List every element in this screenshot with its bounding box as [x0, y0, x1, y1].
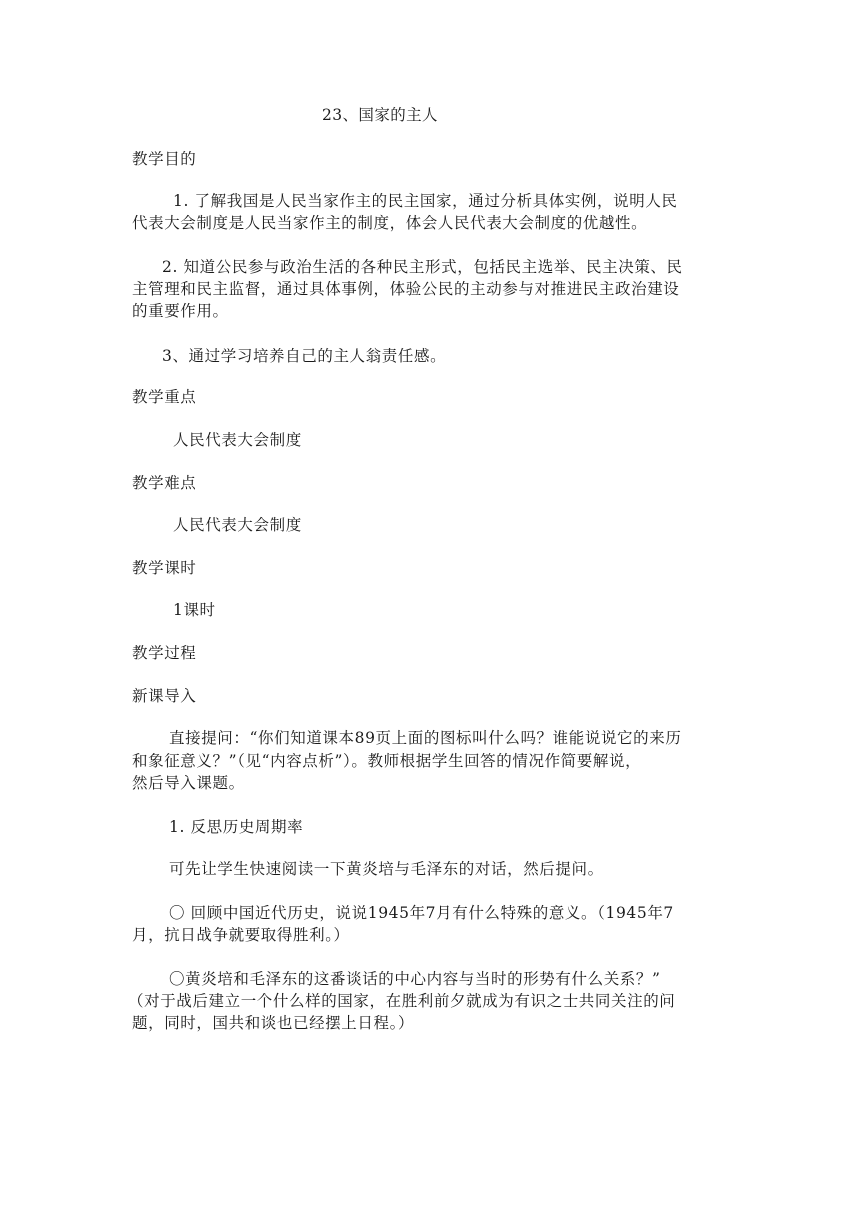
section-1-text: 可先让学生快速阅读一下黄炎培与毛泽东的对话，然后提问。 — [169, 860, 604, 878]
class-hours-text: 1课时 — [173, 601, 216, 619]
heading-difficulty: 教学难点 — [132, 474, 197, 492]
intro-line-1: 直接提问：“你们知道课本89页上面的图标叫什么吗？谁能说说它的来历 — [169, 729, 682, 747]
question-1-line-2: 月，抗日战争就要取得胜利。） — [132, 926, 350, 944]
heading-objectives: 教学目的 — [132, 150, 197, 168]
objective-2-line-3: 的重要作用。 — [132, 302, 229, 320]
question-2-line-1: 〇黄炎培和毛泽东的这番谈话的中心内容与当时的形势有什么关系？” — [169, 970, 661, 988]
difficulty-text: 人民代表大会制度 — [173, 516, 302, 534]
objective-2-line-1: 2. 知道公民参与政治生活的各种民主形式，包括民主选举、民主决策、民 — [162, 258, 683, 276]
page-title: 23、国家的主人 — [322, 106, 438, 124]
heading-process: 教学过程 — [132, 644, 197, 662]
key-point-text: 人民代表大会制度 — [173, 431, 302, 449]
heading-intro: 新课导入 — [132, 687, 197, 705]
objective-1-line-1: 1. 了解我国是人民当家作主的民主国家，通过分析具体实例，说明人民 — [173, 192, 678, 210]
objective-3: 3、通过学习培养自己的主人翁责任感。 — [162, 347, 447, 365]
intro-line-2: 和象征意义？”（见“内容点析”）。教师根据学生回答的情况作简要解说， — [132, 752, 642, 770]
heading-class-hours: 教学课时 — [132, 559, 197, 577]
objective-2-line-2: 主管理和民主监督，通过具体事例，体验公民的主动参与对推进民主政治建设 — [132, 280, 680, 298]
question-2-line-2: （对于战后建立一个什么样的国家，在胜利前夕就成为有识之士共同关注的问 — [128, 992, 676, 1010]
intro-line-3: 然后导入课题。 — [132, 774, 245, 792]
question-1-line-1: 〇 回顾中国近代历史，说说1945年7月有什么特殊的意义。（1945年7 — [169, 904, 674, 922]
section-1-heading: 1. 反思历史周期率 — [169, 818, 304, 836]
question-2-line-3: 题，同时，国共和谈也已经摆上日程。） — [132, 1014, 415, 1032]
objective-1-line-2: 代表大会制度是人民当家作主的制度，体会人民代表大会制度的优越性。 — [132, 214, 648, 232]
heading-key-point: 教学重点 — [132, 388, 197, 406]
